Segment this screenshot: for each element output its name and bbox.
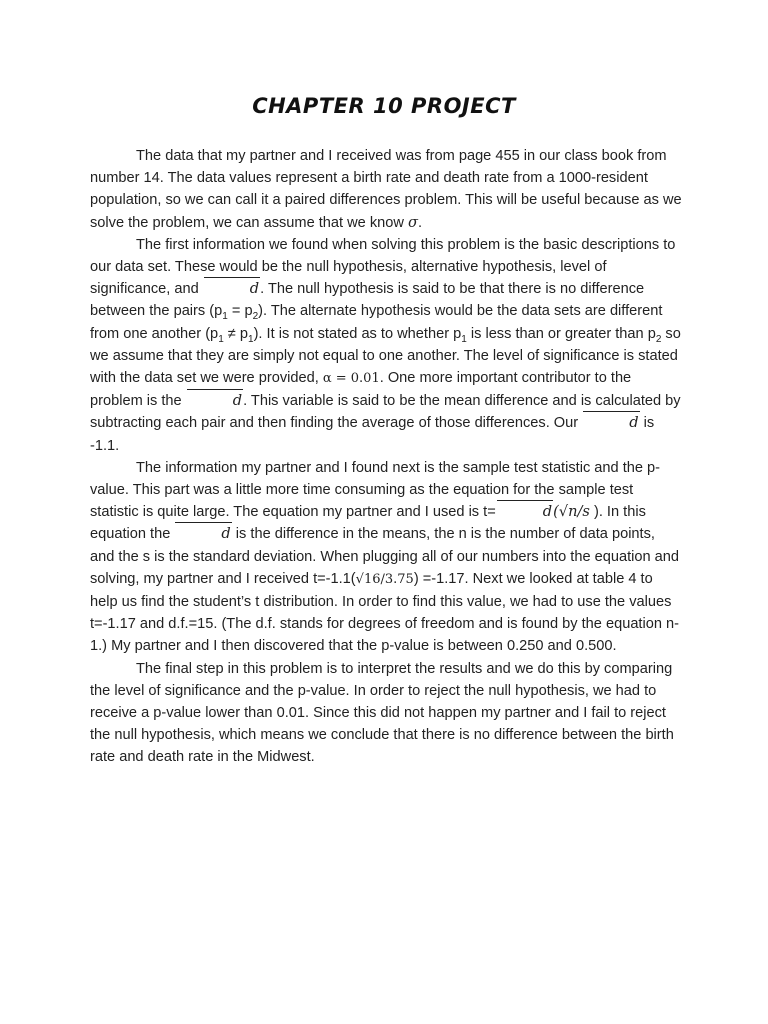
paragraph-1-text: The data that my partner and I received was from page 455 in our class book from number 14. The data values represent a birth rate and death rate from a 1000-resident population, so we can call it a paired differences problem. This will be useful because as we solve the problem, we can assume that we know [90,148,682,231]
paragraph-2-text: The first information we found when solving this problem is the basic descriptions to our data set. These would be the null hypothesis, alternative hypothesis, level of significance, and [90,236,676,298]
computed-formula: √16/3.75 [355,571,414,587]
paragraph-1: The data that my partner and I received was from page 455 in our class book from number 14. The data values represent a birth rate and death rate from a 1000-resident population, so we can call it a paired differences problem. This will be useful because as we solve the problem, we can assume that we know σ. [90,148,682,231]
test-statistic-formula: (√n/s [553,503,590,521]
page-title: CHAPTER 10 PROJECT [252,94,516,118]
sigma-symbol: σ [407,213,418,231]
d-bar-symbol: d [203,278,260,300]
alpha-value: α = 0.01 [322,371,380,387]
d-bar-symbol: d [174,523,231,545]
paragraph-4-text: The final step in this problem is to interpret the results and we do this by comparing the level of significance and the p-value. In order to reject the null hypothesis, we had to receive a p-value lower than 0.01. Since this did not happen my partner and I fail to reject the null hypothesis, which means we conclude that there is no difference between the birth rate and death rate in the Midwest. [90,660,674,766]
paragraph-2: The first information we found when solving this problem is the basic descriptions to our data set. These would be the null hypothesis, alternative hypothesis, level of significance, and d. The null hypothesis is said to be that there is no difference between the pairs $(p_1 = p_2)$. The alternate hypothesis would be the data sets are different from one another $(p_1 \ne p_1)$. It is not stated as to whether $p_1$ is less than or greater than $p_2$ so we assume that they are simply not equal to one another. The level of significance is stated with the data set we were provided, α = 0.01. One more important contributor to the problem is the d. This variable is said to be the mean difference and is calculated by subtracting each pair and then finding the average of those differences. Our d is -1.1. [90,236,681,454]
paragraph-3: The information my partner and I found next is the sample test statistic and the p-value. This part was a little more time consuming as the equation for the sample test statistic is quite large. The equation my partner and I used is t= d(√n/s ). In this equation the d is the difference in the means, the n is the number of data points, and the s is the standard deviation. When plugging all of our numbers into the equation and solving, my partner and I received t=-1.1(√16/3.75) =-1.17. Next we looked at table 4 to help us find the student’s t distribution. In order to find this value, we had to use the values t=-1.17 and d.f.=15. (The d.f. stands for degrees of freedom and is found by the equation n-1.) My partner and I then discovered that the p-value is between 0.250 and 0.500. [90,459,680,655]
document-body [90,145,682,769]
d-bar-symbol: d [186,390,243,412]
d-bar-symbol: d [496,501,553,523]
d-bar-symbol: d [582,412,639,434]
paragraph-3-text: The information my partner and I found next is the sample test statistic and the p-value. This part was a little more time consuming as the equation for the sample test statistic is quite large. The equation my partner and I used is t= [90,459,661,521]
paragraph-4 [90,658,682,769]
